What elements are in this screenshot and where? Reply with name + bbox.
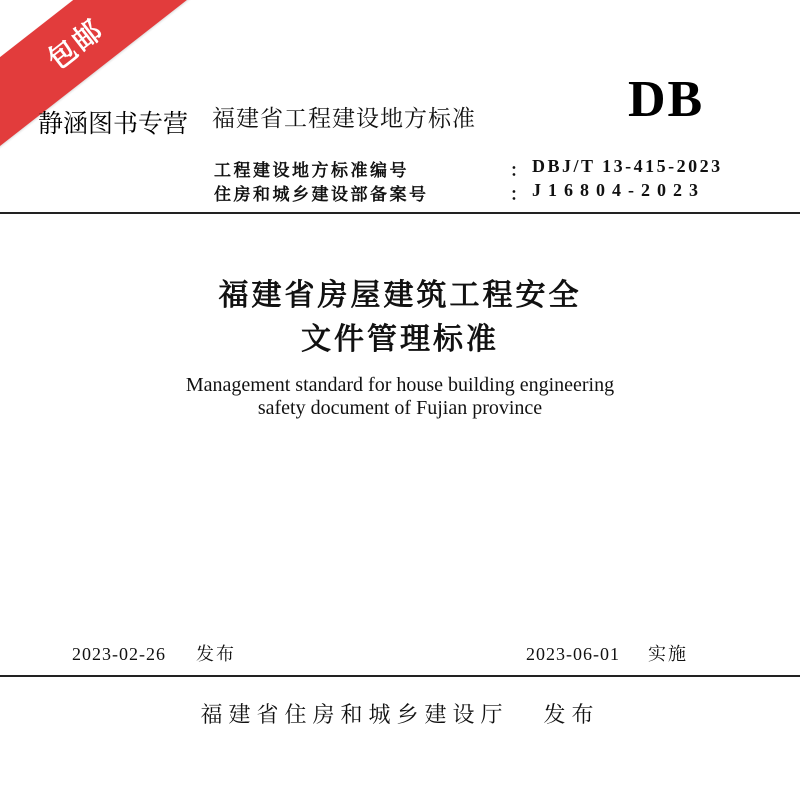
effective-date-block — [526, 640, 688, 666]
shop-name: 静涵图书专营 — [38, 109, 189, 138]
title-line-1: 福建省房屋建筑工程安全 — [218, 278, 582, 313]
issue-date: 2023-02-26 — [72, 644, 166, 664]
standard-category-title: 福建省工程建设地方标准 — [212, 106, 476, 132]
title-line-2: 文件管理标准 — [301, 322, 499, 357]
issue-date-block — [72, 640, 236, 666]
footer-divider — [0, 675, 800, 677]
record-number-colon: ： — [510, 185, 530, 205]
db-logo: DB — [628, 71, 705, 128]
standard-number-row — [214, 156, 723, 181]
english-title-line-2: safety document of Fujian province — [257, 397, 543, 419]
record-number-value: J16804-2023 — [532, 180, 705, 200]
ribbon-label: 包邮 — [41, 12, 111, 77]
english-title-line-1: Management standard for house building engineering — [185, 374, 615, 396]
issue-label: 发布 — [196, 644, 236, 665]
publisher-name: 福建省住房和城乡建设厅 — [200, 703, 509, 728]
record-number-label: 住房和城乡建设部备案号 — [214, 185, 429, 205]
header-divider — [0, 212, 800, 214]
standard-number-colon: ： — [510, 161, 530, 181]
publisher-action: 发布 — [543, 703, 600, 728]
effective-date: 2023-06-01 — [526, 644, 620, 664]
publisher-line — [0, 698, 800, 729]
effective-label: 实施 — [648, 644, 688, 665]
record-number-row — [214, 180, 705, 205]
standard-number-label: 工程建设地方标准编号 — [214, 161, 409, 181]
standard-number-value: DBJ/T 13-415-2023 — [532, 156, 723, 176]
